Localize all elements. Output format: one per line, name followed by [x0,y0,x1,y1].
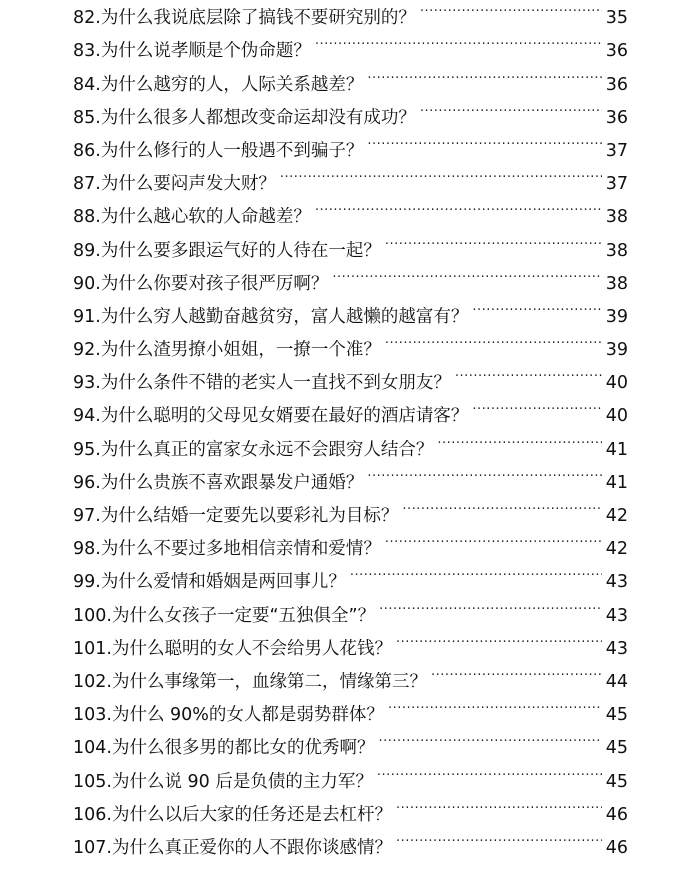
toc-entry-page: 41 [605,472,628,493]
toc-entry-number: 83. [73,41,101,62]
toc-entry-title: 为什么 90%的女人都是弱势群体？ [111,705,384,726]
toc-entry-title: 为什么条件不错的老实人一直找不到女朋友？ [100,373,451,394]
toc-entry-number: 97. [73,506,101,526]
toc-entry-page: 45 [605,705,628,726]
toc-dot-leader [420,0,602,23]
toc-entry-page: 38 [605,207,628,228]
toc-entry-number: 107. [73,837,112,858]
toc-dot-leader [388,687,602,720]
toc-dot-leader [396,787,602,820]
toc-entry-title: 为什么渣男撩小姐姐，一撩一个准？ [100,340,381,361]
toc-entry-title: 为什么聪明的女人不会给男人花钱？ [111,638,392,659]
toc-entry-title: 为什么结婚一定要先以要彩礼为目标？ [100,506,399,526]
toc-entry-number: 88. [73,207,101,228]
toc-entry-page: 42 [605,539,628,560]
toc-dot-leader [367,455,601,488]
toc-entry-number: 85. [73,107,101,128]
toc-entry-title: 为什么女孩子一定要“五独俱全”？ [111,605,376,626]
toc-dot-leader [431,654,602,687]
toc-dot-leader [437,421,601,454]
toc-entry-number: 87. [73,174,101,195]
toc-entry-number: 106. [73,804,112,825]
toc-dot-leader [472,289,601,322]
toc-entry-number: 96. [73,472,101,493]
toc-dot-leader [367,56,601,89]
toc-entry-title: 为什么说 90 后是负债的主力军？ [111,771,373,792]
toc-entry-title: 为什么要闷声发大财？ [100,174,276,195]
toc-entry-page: 37 [605,140,628,161]
toc-entry-title: 为什么我说底层除了搞钱不要研究别的？ [100,8,416,29]
toc-dot-leader [472,388,601,421]
toc-entry[interactable] [73,0,628,29]
toc-entry-title: 为什么爱情和婚姻是两回事儿？ [100,572,346,593]
toc-entry-number: 91. [73,306,101,327]
toc-entry-number: 100. [73,605,112,626]
toc-entry-title: 为什么要多跟运气好的人待在一起？ [100,240,381,261]
toc-dot-leader [280,156,602,189]
toc-entry-page: 43 [605,572,628,593]
toc-dot-leader [377,753,602,786]
toc-entry-page: 45 [605,738,628,759]
toc-dot-leader [332,256,601,289]
toc-entry-page: 39 [605,340,628,361]
toc-entry-title: 为什么真正爱你的人不跟你谈感情？ [111,837,392,858]
toc-entry-page: 39 [605,306,628,327]
toc-entry-title: 为什么聪明的父母见女婿要在最好的酒店请客？ [100,406,469,427]
toc-entry-page: 40 [605,406,628,427]
toc-dot-leader [396,621,602,654]
table-of-contents [73,0,628,858]
toc-dot-leader [385,222,602,255]
toc-dot-leader [379,587,602,620]
toc-entry-title: 为什么很多男的都比女的优秀啊？ [111,738,375,759]
toc-entry-title: 为什么越心软的人命越差？ [100,207,311,228]
toc-dot-leader [315,23,602,56]
toc-entry-page: 46 [605,837,628,858]
toc-entry-number: 104. [73,738,112,759]
toc-dot-leader [385,521,602,554]
toc-entry-title: 为什么修行的人一般遇不到骗子？ [100,140,364,161]
toc-entry-number: 93. [73,373,101,394]
toc-dot-leader [350,554,602,587]
toc-entry-number: 86. [73,140,101,161]
toc-entry-title: 为什么真正的富家女永远不会跟穷人结合？ [100,439,434,460]
toc-entry-page: 42 [605,506,628,526]
toc-entry-page: 43 [605,605,628,626]
toc-entry-number: 82. [73,8,101,29]
toc-entry-page: 40 [605,373,628,394]
toc-entry-title: 为什么越穷的人，人际关系越差？ [100,74,364,95]
toc-entry-page: 45 [605,771,628,792]
toc-entry-number: 90. [73,273,101,294]
toc-entry-number: 94. [73,406,101,427]
toc-entry-title: 为什么事缘第一，血缘第二，情缘第三？ [111,671,427,692]
toc-entry-number: 89. [73,240,101,261]
toc-entry-number: 99. [73,572,101,593]
toc-entry-page: 36 [605,74,628,95]
toc-dot-leader [385,322,602,355]
toc-entry-title: 为什么说孝顺是个伪命题？ [100,41,311,62]
toc-entry-title: 为什么以后大家的任务还是去杠杆？ [111,804,392,825]
toc-dot-leader [396,820,602,853]
toc-entry-page: 43 [605,638,628,659]
toc-entry-title: 为什么不要过多地相信亲情和爱情？ [100,539,381,560]
toc-entry-number: 98. [73,539,101,560]
toc-entry-number: 105. [73,771,112,792]
toc-entry-title: 为什么很多人都想改变命运却没有成功？ [100,107,416,128]
toc-dot-leader [402,488,601,521]
toc-dot-leader [367,123,601,156]
toc-entry-title: 为什么你要对孩子很严厉啊？ [100,273,329,294]
toc-dot-leader [420,90,602,123]
toc-entry-page: 36 [605,41,628,62]
toc-entry-title: 为什么贵族不喜欢跟暴发户通婚？ [100,472,364,493]
toc-entry-page: 41 [605,439,628,460]
toc-entry-page: 38 [605,240,628,261]
toc-entry-page: 35 [605,8,628,29]
toc-entry-number: 92. [73,340,101,361]
toc-entry-page: 46 [605,804,628,825]
toc-entry-number: 95. [73,439,101,460]
toc-dot-leader [378,720,601,753]
toc-entry-number: 103. [73,705,112,726]
toc-entry-page: 36 [605,107,628,128]
toc-entry-number: 101. [73,638,112,659]
toc-entry-number: 102. [73,671,112,692]
toc-entry-page: 44 [605,671,628,692]
toc-entry-number: 84. [73,74,101,95]
toc-entry-title: 为什么穷人越勤奋越贫穷，富人越懒的越富有？ [100,306,469,327]
toc-dot-leader [455,355,602,388]
toc-dot-leader [315,189,602,222]
toc-entry-page: 38 [605,273,628,294]
toc-entry-page: 37 [605,174,628,195]
